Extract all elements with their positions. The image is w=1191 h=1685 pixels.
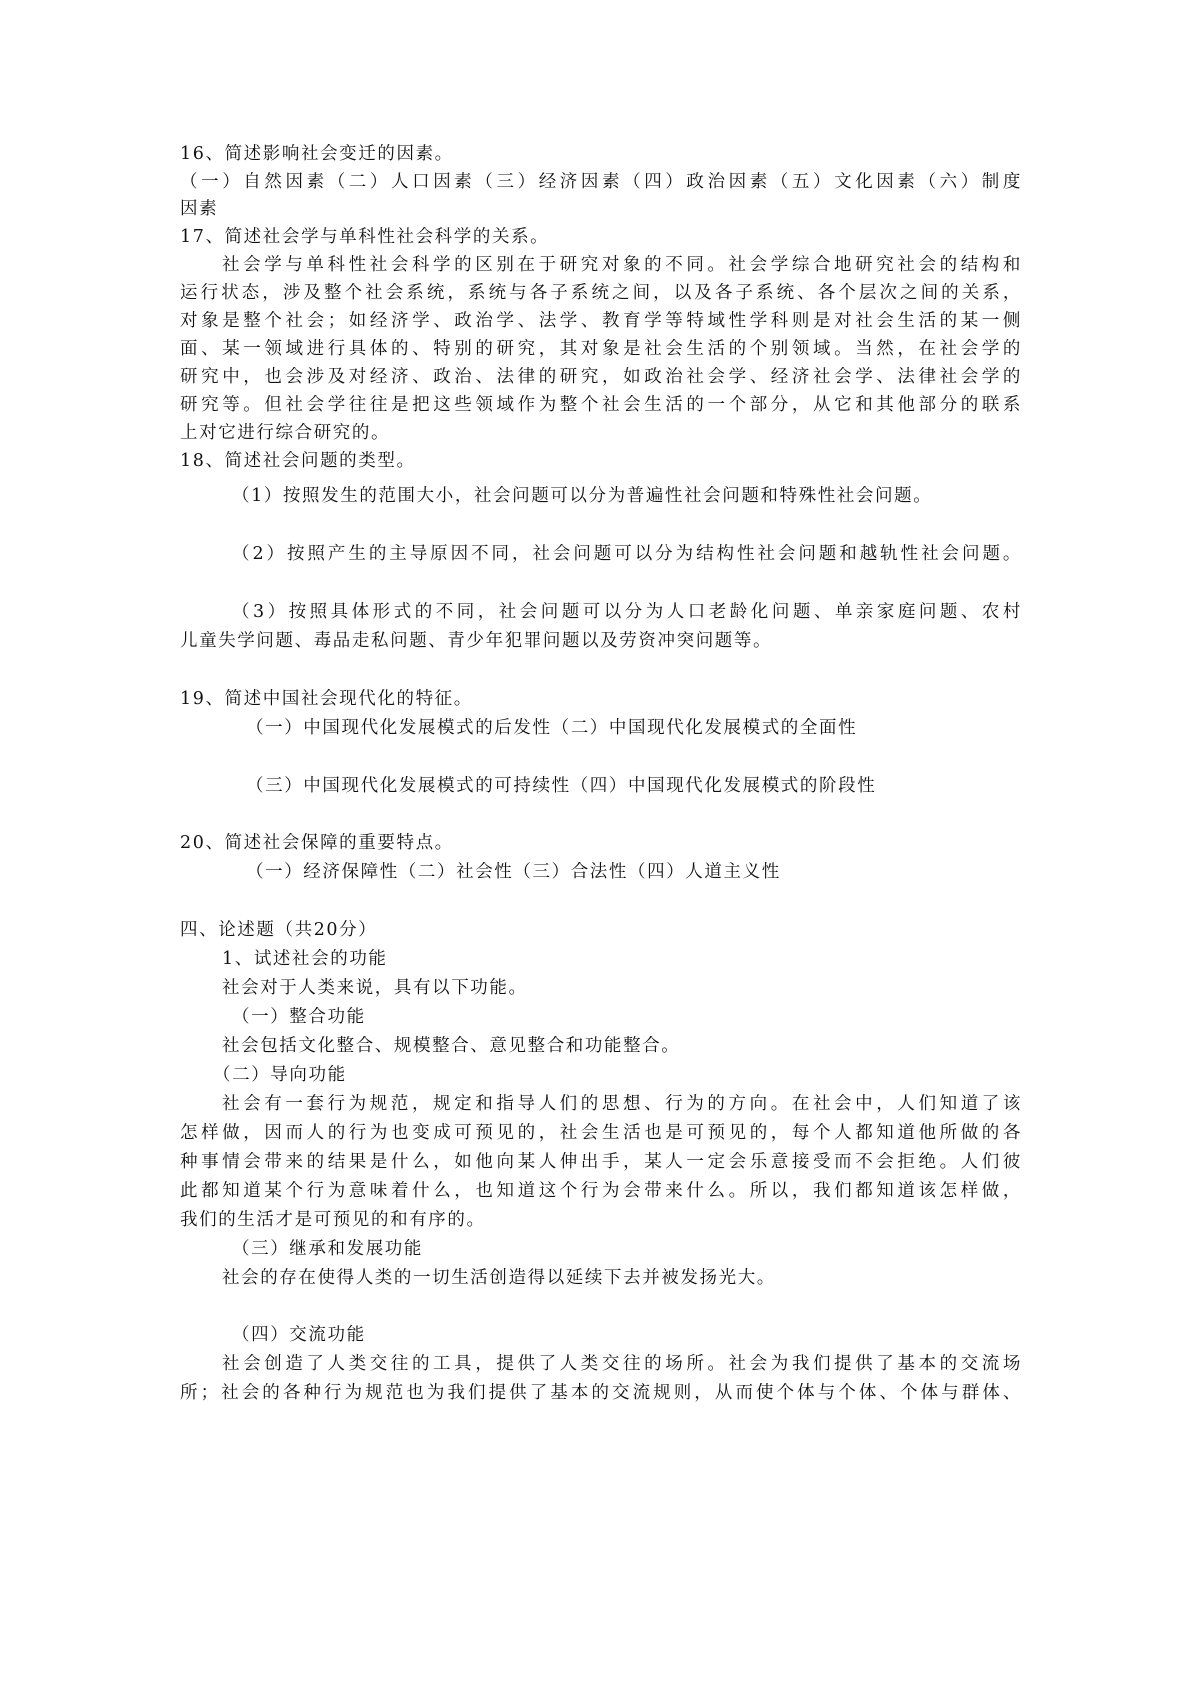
function-1-text: 社会包括文化整合、规模整合、意见整合和功能整合。: [222, 1036, 681, 1056]
q19-title: 19、简述中国社会现代化的特征。: [180, 689, 473, 709]
q16-answer-line: （一）自然因素（二）人口因素（三）经济因素（四）政治因素（五）文化因素（六）制度: [180, 172, 1022, 192]
function-2-title: （二）导向功能: [213, 1065, 347, 1085]
q18-title: 18、简述社会问题的类型。: [180, 451, 416, 471]
q20-line-1: （一）经济保障性（二）社会性（三）合法性（四）人道主义性: [246, 862, 781, 882]
function-2-line: 种事情会带来的结果是什么，如他向某人伸出手，某人一定会乐意接受而不会拒绝。人们彼: [180, 1152, 1022, 1172]
q19-line-1: （一）中国现代化发展模式的后发性（二）中国现代化发展模式的全面性: [246, 718, 858, 738]
q19-line-2: （三）中国现代化发展模式的可持续性（四）中国现代化发展模式的阶段性: [246, 776, 877, 796]
function-3-text: 社会的存在使得人类的一切生活创造得以延续下去并被发扬光大。: [222, 1268, 776, 1288]
essay-q1-title: 1、试述社会的功能: [222, 949, 388, 969]
q18-item-3-cont: 儿童失学问题、毒品走私问题、青少年犯罪问题以及劳资冲突问题等。: [180, 631, 773, 651]
q17-paragraph-line: 研究中，也会涉及对经济、政治、法律的研究，如政治社会学、经济社会学、法律社会学的: [180, 367, 1022, 387]
q17-paragraph-line: 对象是整个社会；如经济学、政治学、法学、教育学等特域性学科则是对社会生活的某一侧: [180, 311, 1022, 331]
function-2-line: 社会有一套行为规范，规定和指导人们的思想、行为的方向。在社会中，人们知道了该: [222, 1094, 1022, 1114]
section4-title: 四、论述题（共20分）: [180, 920, 378, 940]
q17-paragraph-line: 社会学与单科性社会科学的区别在于研究对象的不同。社会学综合地研究社会的结构和: [222, 255, 1022, 275]
function-4-title: （四）交流功能: [232, 1325, 366, 1345]
function-4-line: 所；社会的各种行为规范也为我们提供了基本的交流规则，从而使个体与个体、个体与群体、: [180, 1383, 1022, 1403]
q18-item-2: （2）按照产生的主导原因不同，社会问题可以分为结构性社会问题和越轨性社会问题。: [232, 544, 1022, 564]
function-4-line: 社会创造了人类交往的工具，提供了人类交往的场所。社会为我们提供了基本的交流场: [222, 1354, 1022, 1374]
q17-paragraph-line: 面、某一领域进行具体的、特别的研究，其对象是社会生活的个别领域。当然，在社会学的: [180, 339, 1022, 359]
function-2-line: 怎样做，因而人的行为也变成可预见的，社会生活也是可预见的，每个人都知道他所做的各: [180, 1123, 1022, 1143]
q18-item-3: （3）按照具体形式的不同，社会问题可以分为人口老龄化问题、单亲家庭问题、农村: [232, 602, 1022, 622]
q20-title: 20、简述社会保障的重要特点。: [180, 833, 454, 853]
q18-item-1: （1）按照发生的范围大小，社会问题可以分为普遍性社会问题和特殊性社会问题。: [232, 486, 933, 506]
q16-answer-line: 因素: [180, 199, 219, 219]
q17-title: 17、简述社会学与单科性社会科学的关系。: [180, 227, 550, 247]
function-1-title: （一）整合功能: [232, 1007, 366, 1027]
q16-title: 16、简述影响社会变迁的因素。: [180, 144, 454, 164]
function-3-title: （三）继承和发展功能: [232, 1239, 423, 1259]
function-2-line: 我们的生活才是可预见的和有序的。: [180, 1210, 486, 1230]
function-2-line: 此都知道某个行为意味着什么，也知道这个行为会带来什么。所以，我们都知道该怎样做，: [180, 1181, 1022, 1201]
q17-paragraph-line: 上对它进行综合研究的。: [180, 423, 391, 443]
q17-paragraph-line: 研究等。但社会学往往是把这些领域作为整个社会生活的一个部分，从它和其他部分的联系: [180, 395, 1022, 415]
q17-paragraph-line: 运行状态，涉及整个社会系统，系统与各子系统之间，以及各子系统、各个层次之间的关系，: [180, 283, 1022, 303]
essay-intro: 社会对于人类来说，具有以下功能。: [222, 978, 528, 998]
